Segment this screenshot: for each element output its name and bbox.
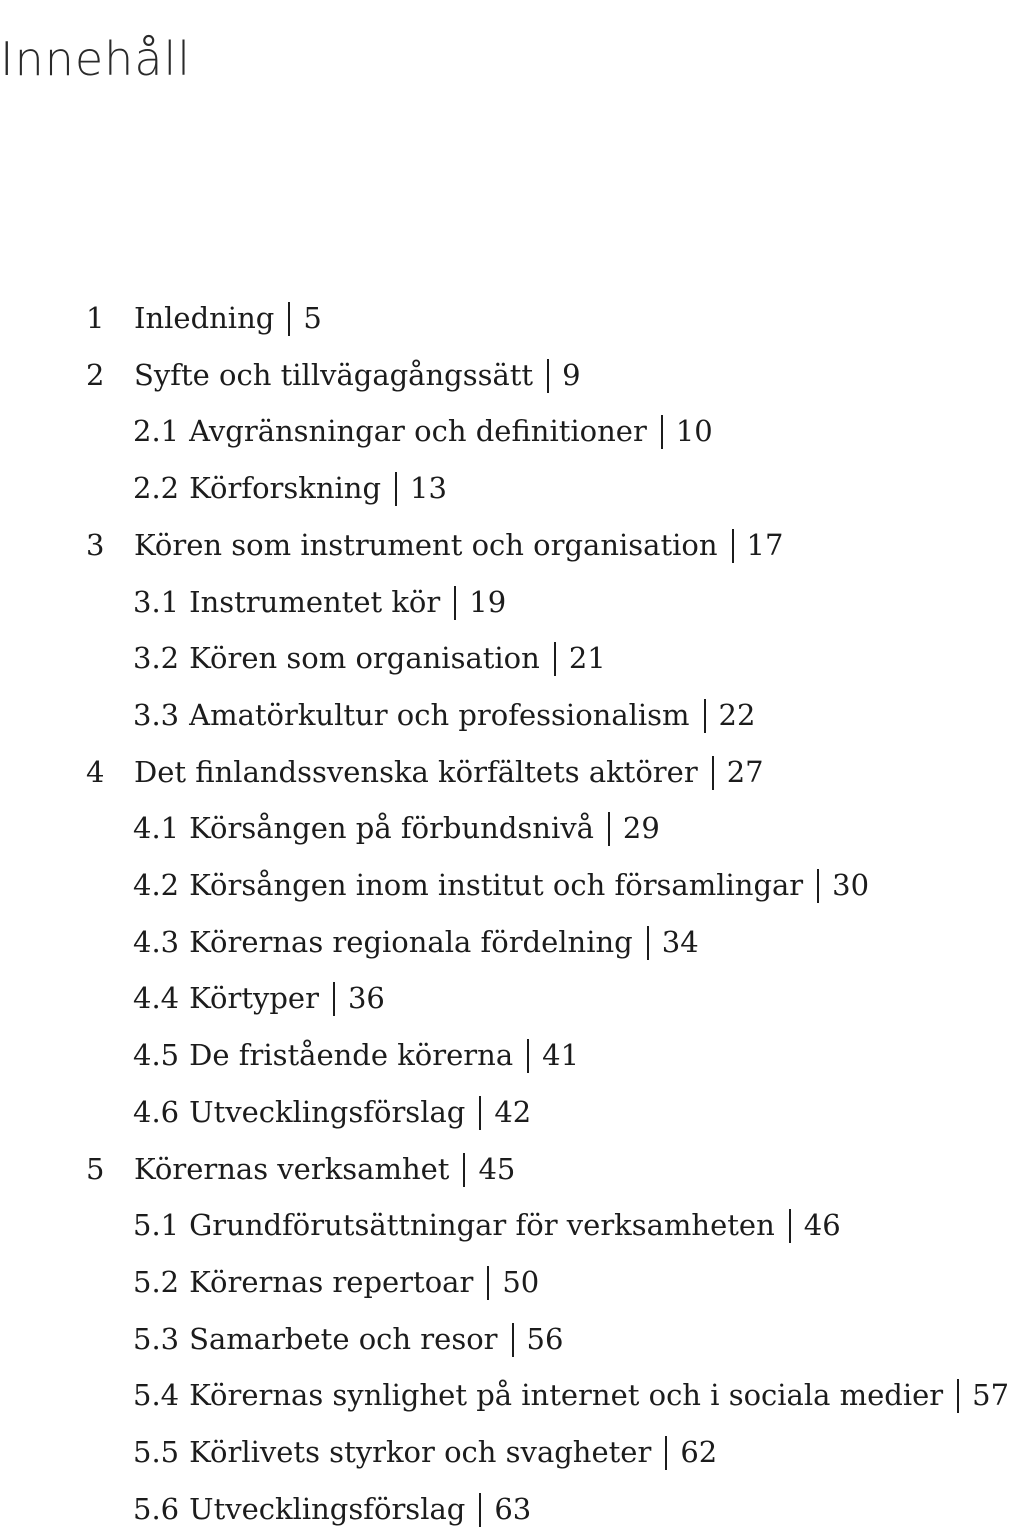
separator-bar [789,1209,791,1243]
toc-section [0,525,783,565]
toc-number: 4 [86,754,105,789]
separator-bar [554,642,556,676]
toc-page-number: 13 [410,471,447,506]
separator-bar [512,1323,514,1357]
toc-title: Körlivets styrkor och svagheter [189,1435,652,1469]
separator-bar [957,1379,959,1413]
toc-title: Körernas regionala fördelning [189,924,633,959]
toc-page-number: 17 [746,527,784,562]
toc-page-number: 46 [803,1208,841,1243]
toc-number: 2.1 [133,414,180,449]
toc-number: 2 [86,357,105,392]
toc-page-number: 34 [661,924,699,959]
toc-number: 5 [86,1151,105,1186]
toc-number: 4.2 [133,868,180,902]
separator-bar [608,812,610,846]
separator-bar [487,1266,489,1300]
toc-number: 4.6 [133,1094,180,1129]
toc-page-number: 19 [469,584,507,619]
toc-section [0,1149,515,1189]
toc-title: Samarbete och resor [189,1321,498,1356]
toc-title: Körtyper [189,981,319,1016]
toc-subsection [0,922,699,962]
toc-page-number: 62 [680,1435,718,1469]
toc-subsection [0,1092,531,1132]
toc-title: Kören som organisation [189,641,540,676]
toc-number: 5.1 [133,1208,180,1243]
toc-page-number: 27 [726,754,764,789]
toc-page-number: 10 [675,414,713,449]
toc-title: Syfte och tillvägagångssätt [134,357,534,392]
toc-page-number: 57 [972,1378,1009,1413]
toc-title: Avgränsningar och definitioner [189,414,647,449]
toc-page-number: 29 [622,811,660,846]
toc-title: Instrumentet kör [189,584,441,619]
separator-bar [527,1039,529,1073]
toc-subsection [0,1432,717,1472]
toc-number: 5.4 [133,1378,180,1413]
toc-number: 4.1 [133,811,180,846]
toc-title: Utvecklingsförslag [189,1491,466,1526]
toc-number: 3 [86,527,105,562]
separator-bar [463,1153,465,1187]
toc-title: Amatörkultur och professionalism [189,697,690,732]
toc-page-number: 30 [832,868,870,902]
toc-subsection [0,468,447,508]
toc-title: Det finlandssvenska körfältets aktörer [134,754,698,789]
toc-subsection [0,1319,563,1359]
toc-page-number: 22 [718,697,756,732]
toc-title: Kören som instrument och organisation [134,527,718,562]
toc-subsection [0,808,660,848]
toc-page-number: 21 [568,641,606,676]
separator-bar [661,415,663,449]
toc-page-number: 50 [502,1264,540,1299]
separator-bar [547,359,549,393]
toc-page-number: 5 [303,301,322,335]
toc-number: 5.2 [133,1264,180,1299]
toc-title: Körforskning [189,471,382,506]
toc-subsection [0,411,713,451]
toc-subsection [0,1205,841,1245]
toc-number: 3.1 [133,584,180,619]
toc-subsection [0,1489,531,1529]
separator-bar [704,699,706,733]
toc-page-number: 42 [494,1094,532,1129]
toc-page-number: 36 [347,981,385,1016]
toc-subsection [0,865,869,905]
toc-number: 3.2 [133,641,180,676]
separator-bar [665,1436,667,1470]
page-title: Innehåll [0,31,192,86]
separator-bar [333,982,335,1016]
toc-number: 3.3 [133,697,180,732]
toc-number: 4.5 [133,1038,180,1073]
toc-title: Körsången inom institut och församlingar [189,868,804,902]
toc-section [0,298,322,338]
toc-subsection [0,1262,539,1302]
separator-bar [395,472,397,506]
toc-page-number: 56 [526,1321,564,1356]
separator-bar [817,869,819,903]
toc-page-number: 45 [478,1151,516,1186]
toc-title: Grundförutsättningar för verksamheten [189,1208,775,1243]
toc-title: Utvecklingsförslag [189,1094,466,1129]
toc-page-number: 41 [542,1038,580,1073]
toc-section [0,355,581,395]
separator-bar [288,302,290,336]
separator-bar [479,1493,481,1527]
toc-subsection [0,978,385,1018]
toc-number: 4.3 [133,924,180,959]
toc-title: Körernas verksamhet [134,1151,450,1186]
toc-number: 5.3 [133,1321,180,1356]
toc-title: Körernas synlighet på internet och i sociala medier [189,1378,944,1413]
toc-title: De fristående körerna [189,1038,514,1073]
toc-subsection [0,1375,1009,1415]
toc-section [0,752,764,792]
toc-title: Körernas repertoar [189,1264,474,1299]
toc-subsection [0,695,755,735]
toc-subsection [0,1035,579,1075]
toc-number: 5.6 [133,1491,180,1526]
toc-page-number: 9 [562,357,581,392]
toc-subsection [0,582,506,622]
separator-bar [647,926,649,960]
toc-number: 5.5 [133,1435,180,1469]
toc-number: 2.2 [133,471,180,506]
separator-bar [712,756,714,790]
toc-title: Körsången på förbundsnivå [189,811,594,846]
toc-subsection [0,638,606,678]
separator-bar [479,1096,481,1130]
toc-page-number: 63 [494,1491,532,1526]
toc-number: 1 [86,301,105,335]
toc-title: Inledning [134,301,275,335]
separator-bar [732,529,734,563]
toc-number: 4.4 [133,981,180,1016]
separator-bar [454,586,456,620]
